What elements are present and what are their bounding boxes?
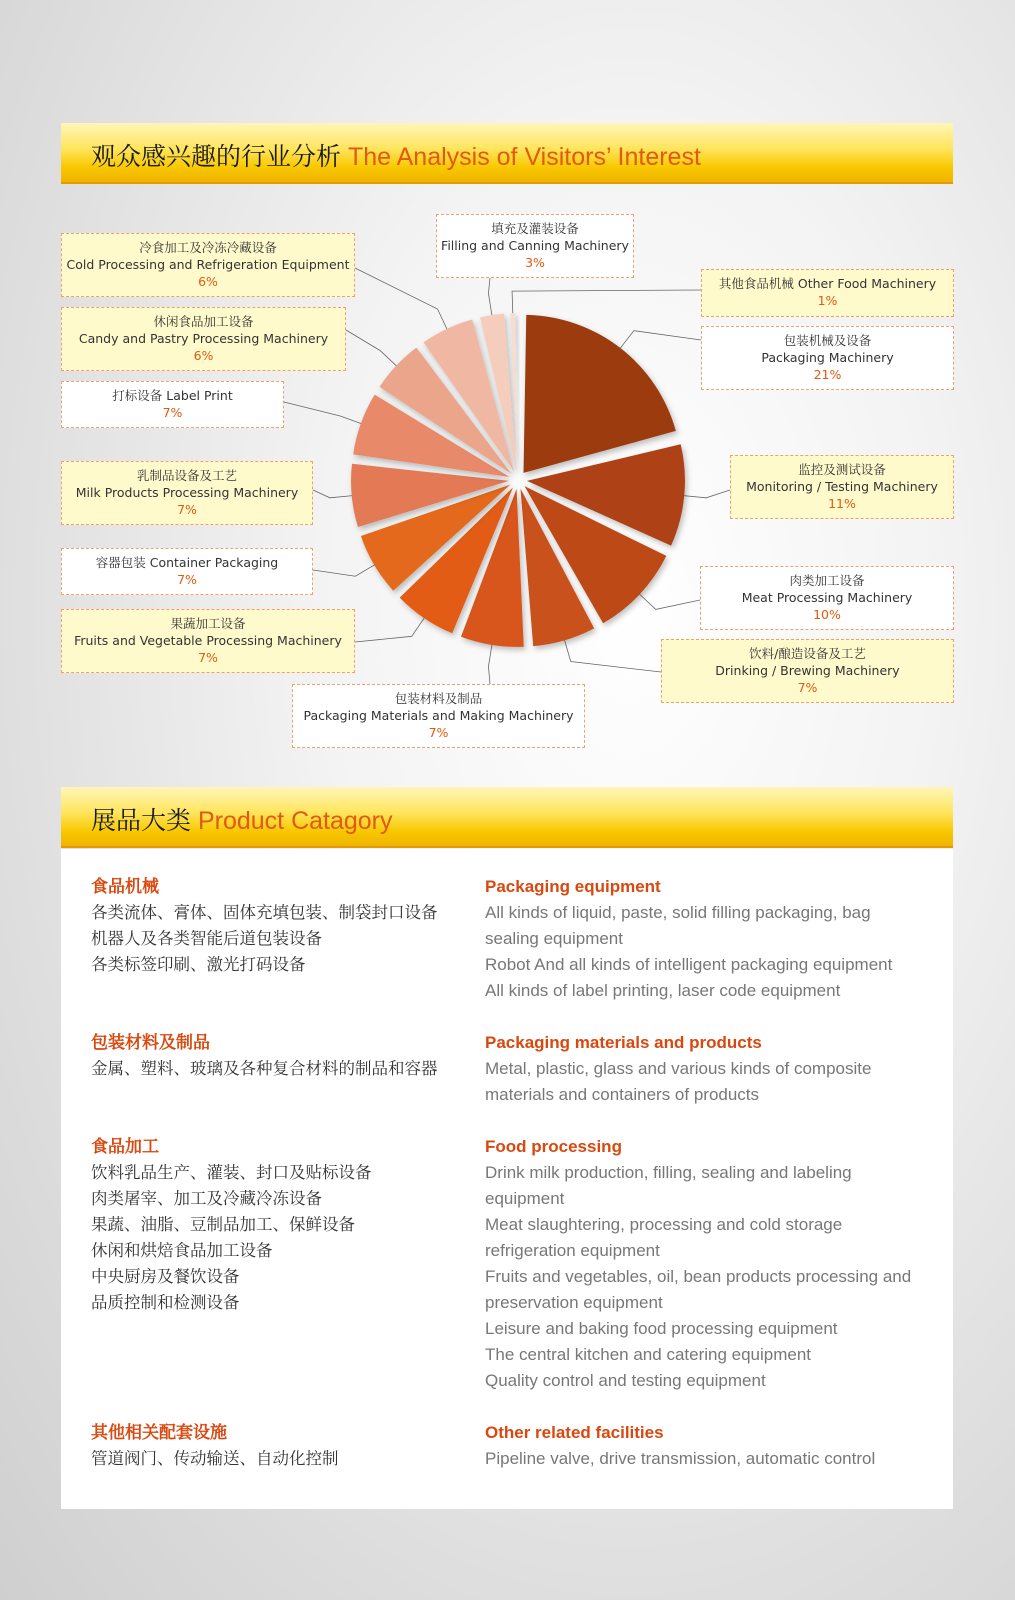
group-item-cn: 各类标签印刷、激光打码设备 xyxy=(91,955,306,974)
label-other-food-machinery: 其他食品机械 Other Food Machinery 1% xyxy=(701,269,954,317)
group-item-en: Meat slaughtering, processing and cold storage refrigeration equipment xyxy=(485,1215,843,1260)
leader-line xyxy=(562,631,661,672)
label-container-packaging: 容器包装 Container Packaging 7% xyxy=(61,548,313,595)
group-item-en: Quality control and testing equipment xyxy=(485,1371,766,1390)
section-title-cn: 观众感兴趣的行业分析 xyxy=(91,142,342,171)
group-title-en: Packaging materials and products xyxy=(485,1033,762,1052)
group-item-en: The central kitchen and catering equipment xyxy=(485,1345,812,1364)
group-item-cn: 肉类屠宰、加工及冷藏冷冻设备 xyxy=(91,1189,322,1208)
group-item-en: Metal, plastic, glass and various kinds of composite materials and containers of products xyxy=(485,1059,872,1104)
group-item-cn: 果蔬、油脂、豆制品加工、保鲜设备 xyxy=(91,1215,355,1234)
category-group-en xyxy=(485,1030,895,1108)
group-item-en: All kinds of liquid, paste, solid filling packaging, bag sealing equipment xyxy=(485,903,871,948)
category-group-cn xyxy=(91,874,438,978)
category-group-cn xyxy=(91,1030,438,1082)
leader-line xyxy=(355,268,451,338)
label-fruits-vegetable: 果蔬加工设备 Fruits and Vegetable Processing Machinery 7% xyxy=(61,609,355,673)
label-monitoring-testing: 监控及测试设备 Monitoring / Testing Machinery 11% xyxy=(730,455,954,519)
group-item-en: All kinds of label printing, laser code equipment xyxy=(485,981,841,1000)
label-cold-processing: 冷食加工及冷冻冷藏设备 Cold Processing and Refrigeration Equipment 6% xyxy=(61,233,355,297)
group-title-cn: 食品机械 xyxy=(91,877,159,897)
label-drinking-brewing: 饮料/酿造设备及工艺 Drinking / Brewing Machinery 7% xyxy=(661,639,954,703)
label-milk-products: 乳制品设备及工艺 Milk Products Processing Machinery 7% xyxy=(61,461,313,525)
category-title-cn: 展品大类 xyxy=(91,806,192,835)
group-item-cn: 饮料乳品生产、灌装、封口及贴标设备 xyxy=(91,1163,372,1182)
group-title-en: Food processing xyxy=(485,1137,622,1156)
group-item-en: Leisure and baking food processing equipment xyxy=(485,1319,838,1338)
leader-line xyxy=(346,330,404,373)
label-filling-canning: 填充及灌装设备 Filling and Canning Machinery 3% xyxy=(436,214,634,278)
leader-line xyxy=(614,331,701,356)
label-label-print: 打标设备 Label Print 7% xyxy=(61,381,284,428)
category-title-en: Product Catagory xyxy=(197,807,393,835)
label-packaging-machinery: 包装机械及设备 Packaging Machinery 21% xyxy=(701,326,954,390)
group-item-cn: 休闲和烘焙食品加工设备 xyxy=(91,1241,273,1260)
leader-line xyxy=(355,610,430,642)
label-meat-processing: 肉类加工设备 Meat Processing Machinery 10% xyxy=(700,566,954,630)
leader-line xyxy=(313,560,383,576)
group-item-cn: 各类流体、膏体、固体充填包装、制袋封口设备 xyxy=(91,903,438,922)
group-item-en: Drink milk production, filling, sealing and labeling equipment xyxy=(485,1163,852,1208)
group-title-cn: 包装材料及制品 xyxy=(91,1033,210,1053)
category-group-en xyxy=(485,874,945,1004)
group-item-en: Pipeline valve, drive transmission, automatic control xyxy=(485,1449,876,1468)
group-item-en: Robot And all kinds of intelligent packaging equipment xyxy=(485,955,893,974)
group-item-cn: 中央厨房及餐饮设备 xyxy=(91,1267,240,1286)
category-group-en xyxy=(485,1420,945,1472)
label-packaging-materials: 包装材料及制品 Packaging Materials and Making Machinery 7% xyxy=(292,684,585,748)
group-item-cn: 品质控制和检测设备 xyxy=(91,1293,240,1312)
group-item-cn: 机器人及各类智能后道包装设备 xyxy=(91,929,322,948)
group-title-cn: 食品加工 xyxy=(91,1137,159,1157)
category-group-cn xyxy=(91,1420,339,1472)
category-group-cn xyxy=(91,1134,372,1316)
group-item-cn: 金属、塑料、玻璃及各种复合材料的制品和容器 xyxy=(91,1059,438,1078)
group-title-en: Other related facilities xyxy=(485,1423,664,1442)
group-item-cn: 管道阀门、传动输送、自动化控制 xyxy=(91,1449,339,1468)
product-category-panel xyxy=(61,849,953,1509)
pie-slice xyxy=(524,315,676,473)
section-banner-category xyxy=(61,787,953,848)
group-title-en: Packaging equipment xyxy=(485,877,661,896)
section-title-en: The Analysis of Visitors’ Interest xyxy=(347,143,701,171)
group-title-cn: 其他相关配套设施 xyxy=(91,1423,227,1443)
group-item-en: Fruits and vegetables, oil, bean products processing and preservation equipment xyxy=(485,1267,912,1312)
category-group-en xyxy=(485,1134,945,1394)
label-candy-pastry: 休闲食品加工设备 Candy and Pastry Processing Machinery 6% xyxy=(61,307,346,371)
leader-line xyxy=(284,402,370,427)
